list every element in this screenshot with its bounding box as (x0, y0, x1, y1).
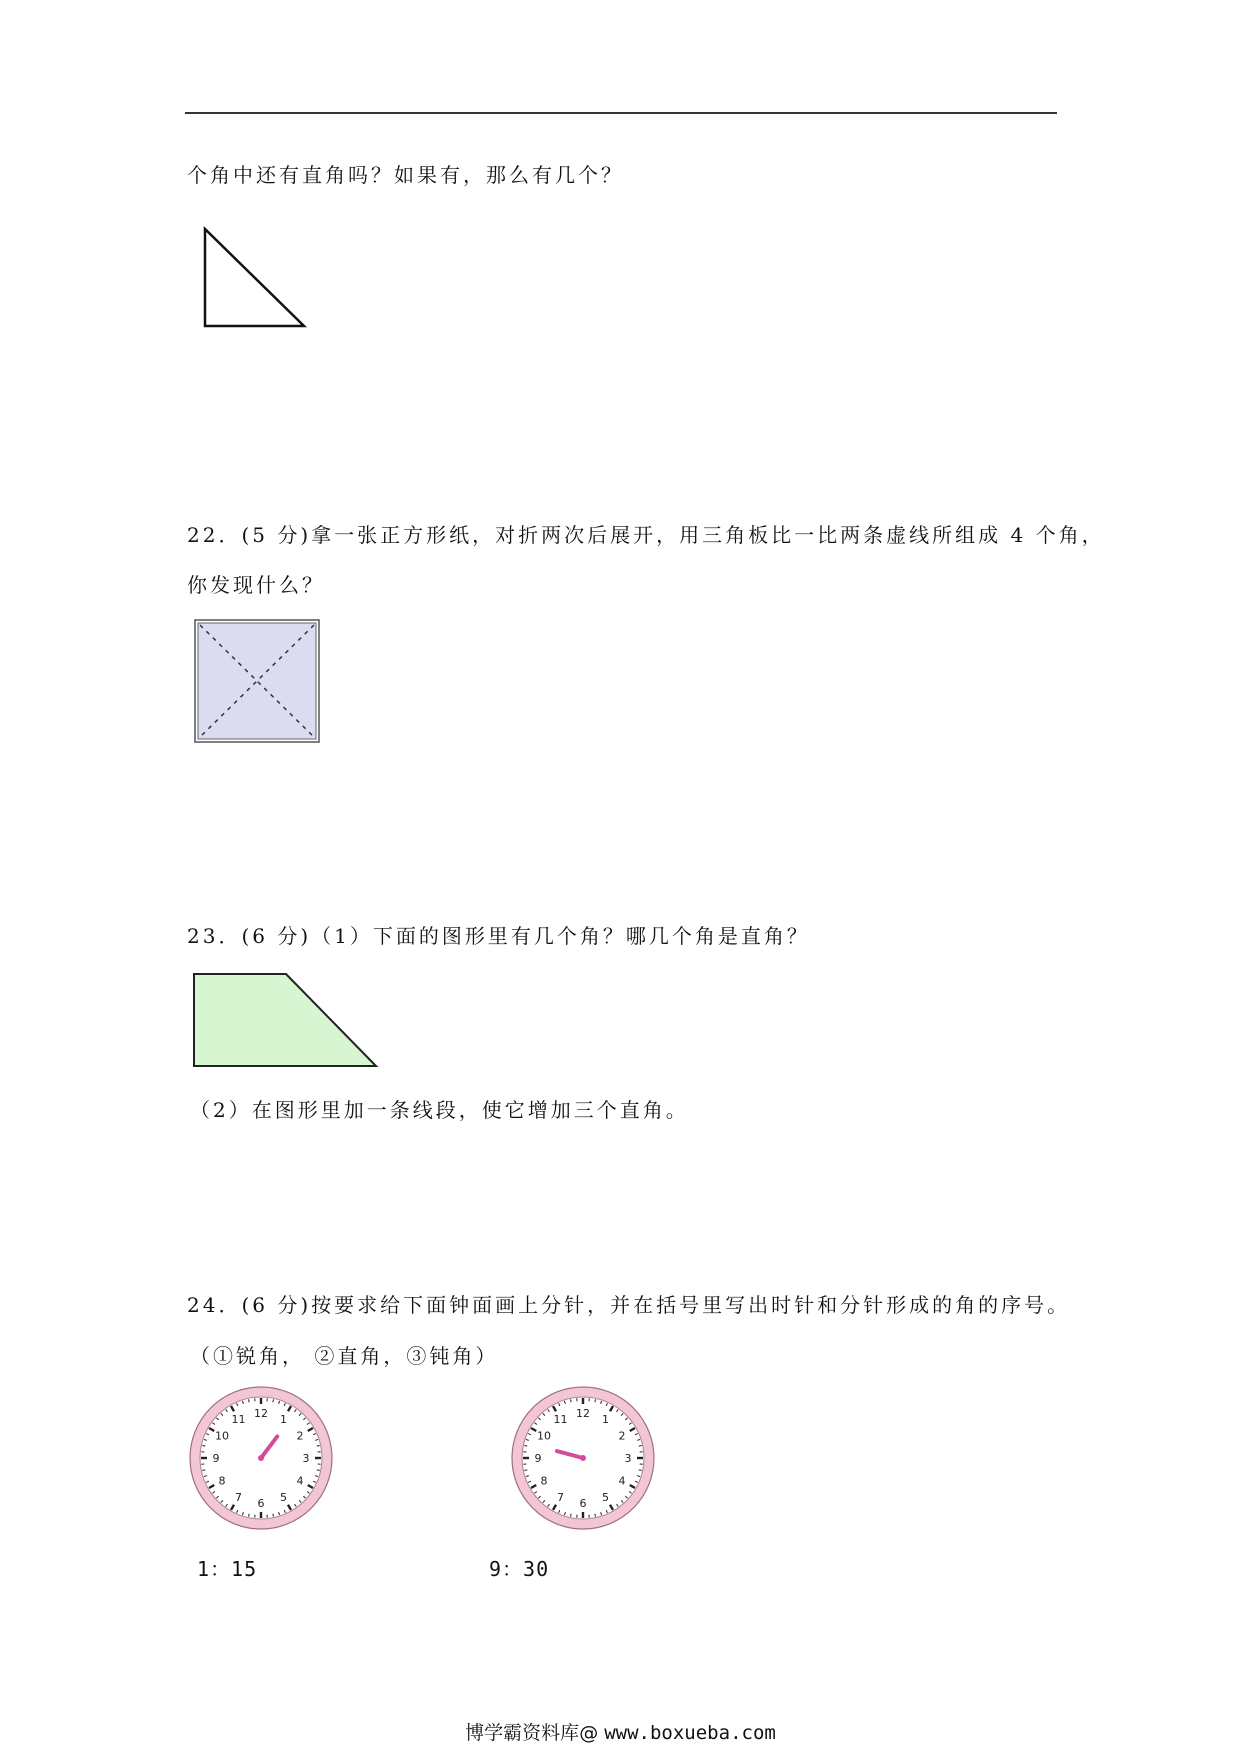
clock-numeral: 3 (624, 1452, 632, 1465)
clock-numeral: 10 (215, 1429, 230, 1443)
clock-numeral: 9 (212, 1452, 220, 1465)
footer-website-link[interactable]: www.boxueba.com (604, 1722, 776, 1744)
minute-tick (639, 1470, 642, 1471)
header-rule (185, 112, 1057, 114)
minute-tick (317, 1470, 320, 1471)
clock-numeral: 2 (618, 1429, 626, 1443)
clock-numeral: 12 (254, 1407, 268, 1420)
minute-tick (249, 1399, 250, 1402)
minute-tick (595, 1514, 596, 1517)
question-24-text-line2: （①锐角， ②直角，③钝角） (190, 1344, 499, 1368)
clock-numeral: 6 (579, 1497, 587, 1510)
clock-numeral: 5 (602, 1490, 609, 1504)
clock-2-time-label: 9：30 (489, 1557, 550, 1581)
clock-numeral: 4 (618, 1474, 626, 1488)
folded-square-figure (193, 618, 321, 744)
question-23-text-line2: （2）在图形里加一条线段，使它增加三个直角。 (190, 1098, 689, 1122)
right-triangle-figure (200, 224, 310, 332)
clock-numeral: 7 (557, 1490, 564, 1504)
minute-tick (202, 1446, 205, 1447)
footer-at: @ (579, 1722, 599, 1744)
minute-tick (524, 1470, 527, 1471)
clock-numeral: 2 (296, 1429, 304, 1443)
clock-numeral: 8 (218, 1474, 226, 1488)
clock-numeral: 1 (280, 1413, 287, 1427)
clock-numeral: 1 (602, 1413, 609, 1427)
clock-numeral: 6 (257, 1497, 265, 1510)
question-24-text-line1: 24．(6 分)按要求给下面钟面画上分针，并在括号里写出时针和分针形成的角的序号。 (187, 1293, 1071, 1317)
clock-numeral: 4 (296, 1474, 304, 1488)
clock-numeral: 7 (235, 1490, 242, 1504)
trapezoid-figure (190, 970, 380, 1070)
clock-numeral: 3 (302, 1452, 310, 1465)
question-22-text-line1: 22．(5 分)拿一张正方形纸，对折两次后展开，用三角板比一比两条虚线所组成 4 个角， (187, 523, 1105, 547)
minute-tick (249, 1514, 250, 1517)
right-triangle-shape (205, 229, 304, 326)
minute-tick (595, 1399, 596, 1402)
clock-center-pin (258, 1455, 264, 1461)
minute-tick (273, 1399, 274, 1402)
question-23-text-line1: 23．(6 分)（1）下面的图形里有几个角？哪几个角是直角？ (187, 924, 810, 948)
question-22-text-line2: 你发现什么？ (187, 573, 325, 597)
clock-numeral: 12 (576, 1407, 590, 1420)
clock-numeral: 5 (280, 1490, 287, 1504)
clock-1-time-label: 1：15 (197, 1557, 258, 1581)
minute-tick (639, 1446, 642, 1447)
footer-watermark (0, 1718, 1241, 1745)
clock-numeral: 8 (540, 1474, 548, 1488)
clock-numeral: 11 (231, 1413, 246, 1427)
question-21-continued-text: 个角中还有直角吗？如果有，那么有几个？ (187, 163, 624, 187)
clock-center-pin (580, 1455, 586, 1461)
trapezoid-shape (194, 974, 376, 1066)
minute-tick (317, 1446, 320, 1447)
minute-tick (571, 1399, 572, 1402)
minute-tick (524, 1446, 527, 1447)
clock-face-2 (509, 1384, 657, 1532)
footer-brand: 博学霸资料库 (465, 1722, 580, 1744)
minute-tick (273, 1514, 274, 1517)
clock-face-1 (187, 1384, 335, 1532)
clock-numeral: 11 (553, 1413, 568, 1427)
clock-numeral: 10 (537, 1429, 552, 1443)
minute-tick (202, 1470, 205, 1471)
clock-numeral: 9 (534, 1452, 542, 1465)
minute-tick (571, 1514, 572, 1517)
